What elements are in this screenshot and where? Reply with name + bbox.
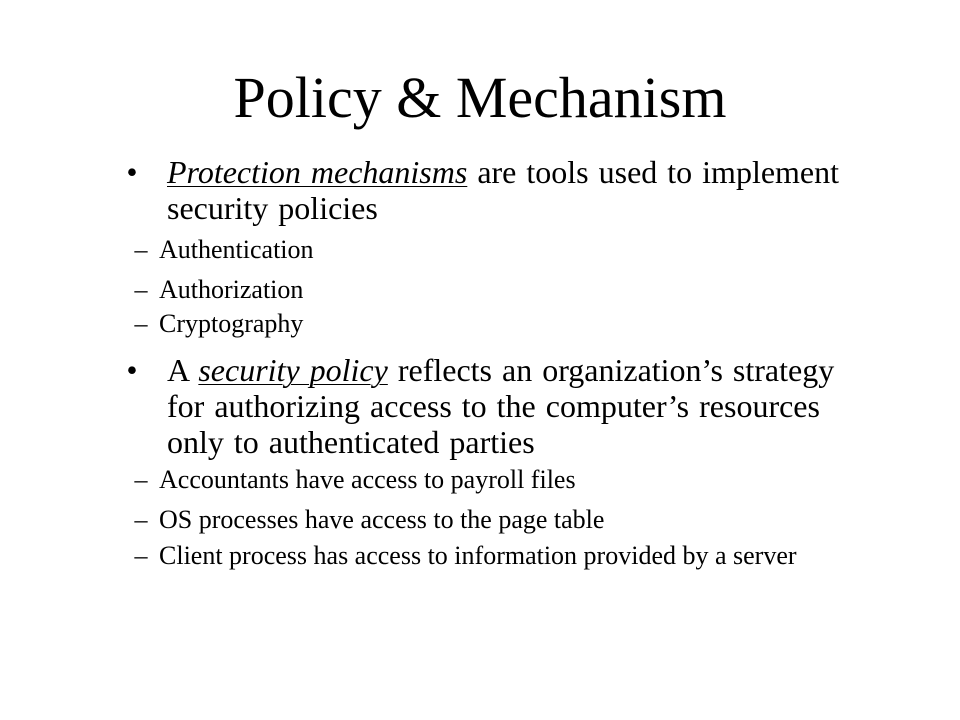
sub-bullet-item (134, 309, 879, 338)
sub-bullet-item (134, 541, 879, 570)
sub-bullet-item (134, 275, 879, 304)
sub-bullet-text: Accountants have access to payroll files (159, 465, 576, 494)
sub-bullet-item (134, 505, 879, 534)
bullet-marker: • (126, 154, 138, 190)
sub-bullet-text: Authorization (159, 275, 304, 304)
bullet-emphasis: Protection mechanisms (167, 154, 468, 190)
sub-bullet-marker: – (134, 505, 148, 534)
sub-bullet-marker: – (134, 309, 148, 338)
sub-bullet-marker: – (134, 235, 148, 264)
slide-title: Policy & Mechanism (233, 65, 727, 130)
sub-bullet-text: OS processes have access to the page table (159, 505, 605, 534)
sub-bullet-marker: – (134, 275, 148, 304)
bullet-item (126, 154, 887, 226)
sub-bullet-marker: – (134, 465, 148, 494)
sub-bullet-text: Client process has access to information provided by a server (159, 541, 797, 570)
sub-bullet-marker: – (134, 541, 148, 570)
sub-bullet-item (134, 235, 879, 264)
sub-bullet-text: Cryptography (159, 309, 304, 338)
bullet-prefix: A (167, 352, 199, 388)
bullet-emphasis: security policy (198, 352, 388, 388)
bullet-text: reflects an organization’s strategy for authorizing access to the computer’s resources only to authenticated parties (167, 352, 835, 460)
sub-bullet-text: Authentication (159, 235, 314, 264)
sub-bullet-item (134, 465, 879, 494)
bullet-text: are tools used to implement security policies (167, 154, 840, 226)
bullet-marker: • (126, 352, 138, 388)
bullet-item (126, 352, 867, 460)
